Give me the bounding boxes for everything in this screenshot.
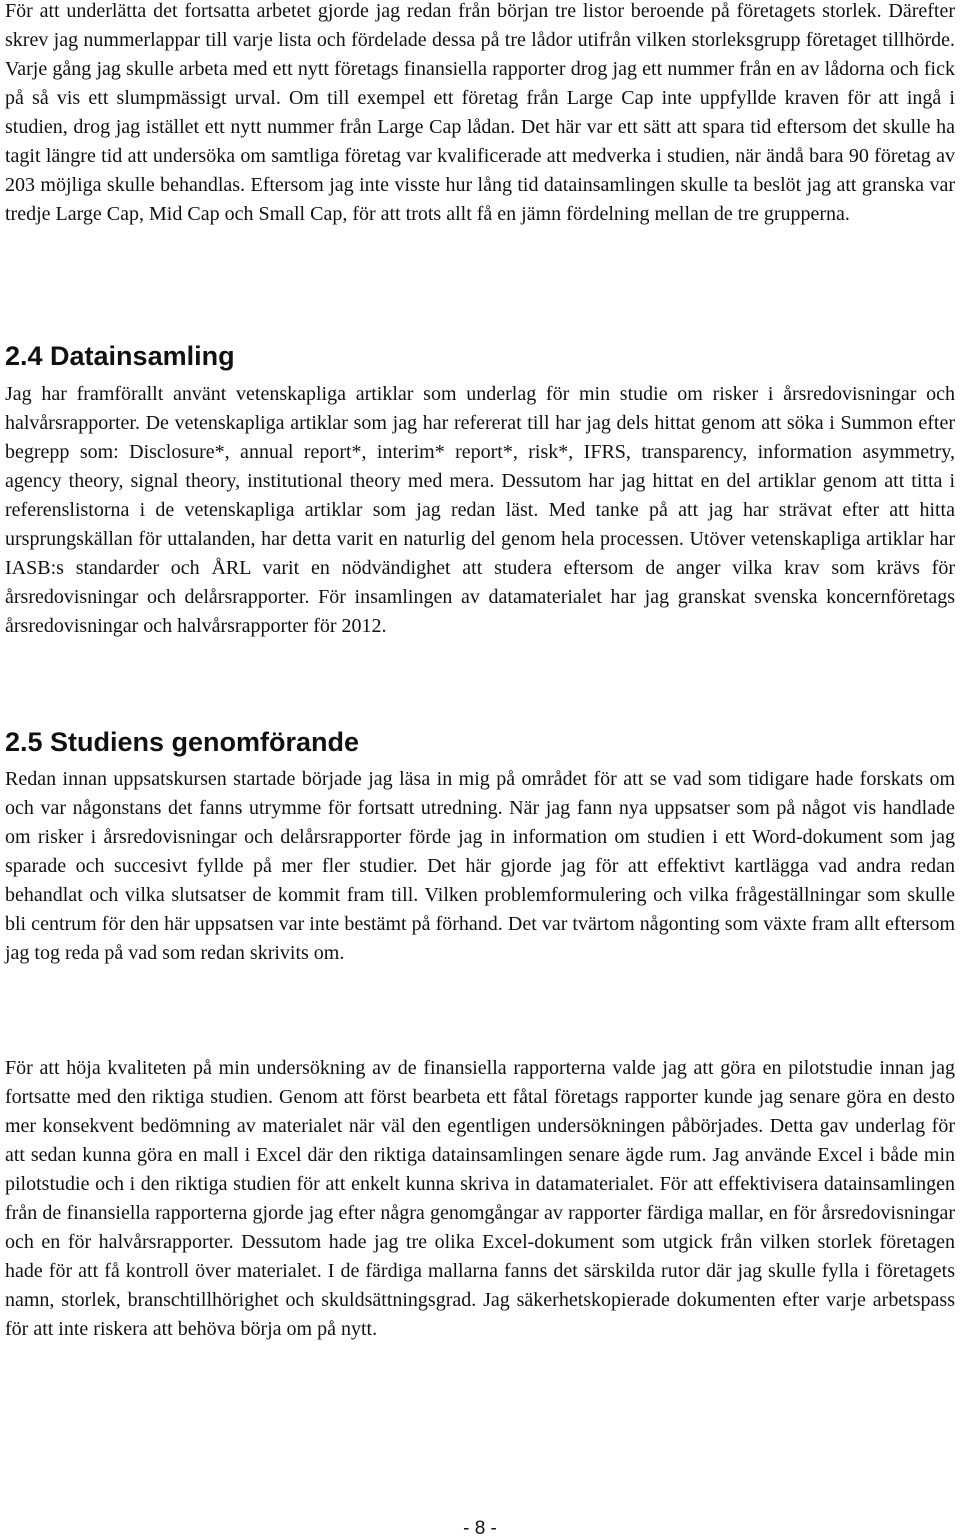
paragraph-datainsamling: Jag har framförallt använt vetenskapliga artiklar som underlag för min studie om risker i årsredovisningar och halvårsrapporter. De vetenskapliga artiklar som jag har refererat till har jag dels hittat genom att söka i Summon efter begrepp som: Disclosure*, annual report*, interim* report*, risk*, IFRS, transparency, information asymmetry, agency theory, signal theory, institutional theory med mera. Dessutom har jag hittat en del artiklar genom att titta i referenslistorna i de vetenskapliga artiklar som jag redan läst. Med tanke på att jag har strävat efter att hitta ursprungskällan för uttalanden, har detta varit en naturlig del genom hela processen. Utöver vetenskapliga artiklar har IASB:s standarder och ÅRL varit en nödvändighet att studera eftersom de anger vilka krav som krävs för årsredovisningar och delårsrapporter. För insamlingen av datamaterialet har jag granskat svenska koncernföretags årsredovisningar och halvårsrapporter för 2012. (5, 383, 955, 637)
heading-datainsamling: 2.4 Datainsamling (5, 341, 235, 371)
paragraph-urval: För att underlätta det fortsatta arbetet gjorde jag redan från början tre listor beroende på företagets storlek. Därefter skrev jag nummerlappar till varje lista och fördelade dessa på tre lådor utifrån vilken storleksgrupp företaget tillhörde. Varje gång jag skulle arbeta med ett nytt företags finansiella rapporter drog jag ett nummer från en av lådorna och fick på så vis ett slumpmässigt urval. Om till exempel ett företag från Large Cap inte uppfyllde kraven för att ingå i studien, drog jag istället ett nytt nummer från Large Cap lådan. Det här var ett sätt att spara tid eftersom det skulle ha tagit längre tid att undersöka om samtliga företag var kvalificerade att medverka i studien, när ändå bara 90 företag av 203 möjliga skulle behandlas. Eftersom jag inte visste hur lång tid datainsamlingen skulle ta beslöt jag att granska var tredje Large Cap, Mid Cap och Small Cap, för att trots allt få en jämn fördelning mellan de tre grupperna. (5, 0, 955, 225)
page-number: - 8 - (463, 1518, 497, 1539)
paragraph-genomforande: Redan innan uppsatskursen startade började jag läsa in mig på området för att se vad som tidigare hade forskats om och var någonstans det fanns utrymme för fortsatt utredning. När jag fann nya uppsatser som på något vis handlade om risker i årsredovisningar och delårsrapporter förde jag in information om studien i ett Word-dokument som jag sparade och succesivt fyllde på mer fler studier. Det här gjorde jag för att effektivt kartlägga vad andra redan behandlat och vilka slutsatser de kommit fram till. Vilken problemformulering och vilka frågeställningar som skulle bli centrum för den här uppsatsen var inte bestämt på förhand. Det var tvärtom någonting som växte fram allt eftersom jag tog reda på vad som redan skrivits om. (5, 768, 955, 964)
paragraph-pilotstudie: För att höja kvaliteten på min undersökning av de finansiella rapporterna valde jag att göra en pilotstudie innan jag fortsatte med den riktiga studien. Genom att först bearbeta ett fåtal företags rapporter kunde jag senare göra en desto mer konsekvent bedömning av materialet när väl den egentligen undersökningen påbörjades. Detta gav underlag för att sedan kunna göra en mall i Excel där den riktiga datainsamlingen senare ägde rum. Jag använde Excel i både min pilotstudie och i den riktiga studien för att enkelt kunna skriva in datamaterialet. För att effektivisera datainsamlingen från de finansiella rapporterna gjorde jag efter några genomgångar av rapporter färdiga mallar, en för årsredovisningar och en för halvårsrapporter. Dessutom hade jag tre olika Excel-dokument som utgick från vilken storlek företagen hade för att få kontroll över materialet. I de färdiga mallarna fanns det särskilda rutor där jag skulle fylla i företagets namn, storlek, branschtillhörighet och skuldsättningsgrad. Jag säkerhetskopierade dokumenten efter varje arbetspass för att inte riskera att behöva börja om på nytt. (5, 1057, 955, 1340)
heading-studiens-genomforande: 2.5 Studiens genomförande (5, 727, 360, 757)
